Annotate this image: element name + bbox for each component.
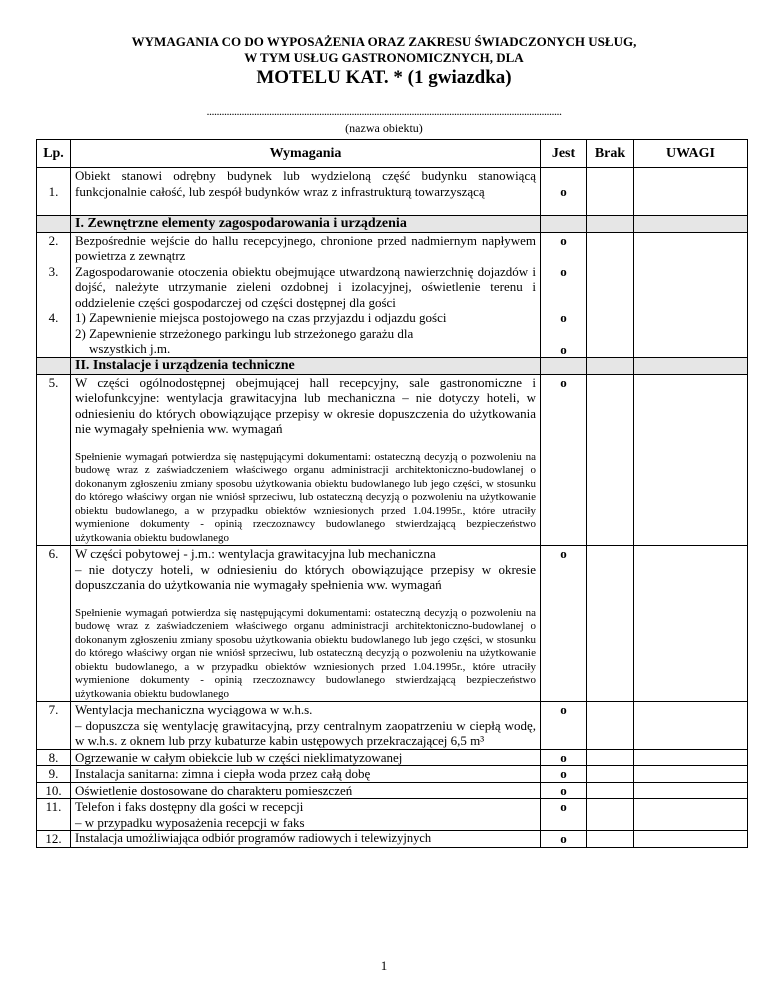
table-row: [37, 799, 748, 831]
row-number: 8.: [37, 749, 71, 766]
row-number: 2.: [37, 232, 71, 264]
row-number: 4.: [37, 310, 71, 358]
brak-cell[interactable]: [587, 168, 634, 216]
jest-mark[interactable]: o: [541, 168, 587, 216]
jest-mark[interactable]: o: [541, 702, 587, 750]
row-number: 9.: [37, 766, 71, 783]
jest-mark-2[interactable]: o: [560, 341, 567, 357]
jest-marks[interactable]: [541, 310, 587, 358]
uwagi-cell[interactable]: [634, 374, 748, 546]
table-header-row: [37, 140, 748, 168]
table-row: [37, 749, 748, 766]
uwagi-cell[interactable]: [634, 168, 748, 216]
uwagi-cell[interactable]: [634, 702, 748, 750]
jest-mark[interactable]: o: [541, 374, 587, 546]
brak-cell[interactable]: [587, 310, 634, 358]
object-name-label: (nazwa obiektu): [345, 121, 423, 135]
requirement-text: [71, 702, 541, 750]
brak-cell[interactable]: [587, 232, 634, 264]
uwagi-cell[interactable]: [634, 799, 748, 831]
uwagi-cell[interactable]: [634, 264, 748, 311]
uwagi-cell[interactable]: [634, 749, 748, 766]
uwagi-cell[interactable]: [634, 310, 748, 358]
brak-cell[interactable]: [587, 546, 634, 702]
jest-mark[interactable]: o: [541, 749, 587, 766]
requirement-main: Telefon i faks dostępny dla gości w recepcji: [75, 799, 304, 814]
col-header-uwagi: UWAGI: [634, 140, 748, 168]
jest-mark[interactable]: o: [541, 782, 587, 799]
jest-mark[interactable]: o: [541, 831, 587, 848]
row-number: 5.: [37, 374, 71, 546]
requirement-text: Ogrzewanie w całym obiekcie lub w części nieklimatyzowanej: [71, 749, 541, 766]
brak-cell[interactable]: [587, 264, 634, 311]
row-number: 12.: [37, 831, 71, 848]
uwagi-cell[interactable]: [634, 766, 748, 783]
requirement-text: Bezpośrednie wejście do hallu recepcyjnego, chronione przed nadmiernym napływem powietrza z zewnątrz: [71, 232, 541, 264]
row-number: 10.: [37, 782, 71, 799]
requirement-text: [71, 546, 541, 702]
requirement-main: Wentylacja mechaniczna wyciągowa w w.h.s.: [75, 702, 313, 717]
brak-cell[interactable]: [587, 702, 634, 750]
uwagi-cell[interactable]: [634, 546, 748, 702]
section-title: II. Instalacje i urządzenia techniczne: [71, 358, 541, 375]
section-row: [37, 216, 748, 233]
brak-cell[interactable]: [587, 831, 634, 848]
row-number: 3.: [37, 264, 71, 311]
requirement-text: Instalacja umożliwiająca odbiór programów radiowych i telewizyjnych: [71, 831, 541, 848]
requirement-note: Spełnienie wymagań potwierdza się następującymi dokumentami: ostateczną decyzją o pozwoleniu na budowę wraz z zaświadczeniem właściwego organu administracji architektoniczno-budowlanej o dokonanym zgłoszeniu zmiany sposobu użytkowania obiektu budowlanego lub jego części, w stosunku do którego właściwy organ nie wniósł sprzeciwu, lub ostateczną decyzją o pozwoleniu na użytkowanie obiektu budowlanego, a w przypadku obiektów wzniesionych przed 1.04.1995r., które utraciły wymienione dokumenty - opinią rzeczoznawcy budowlanego stwierdzającą bezpieczeństwo użytkowania obiektu budowlanego: [75, 450, 536, 544]
requirement-text: Instalacja sanitarna: zimna i ciepła woda przez całą dobę: [71, 766, 541, 783]
jest-mark[interactable]: o: [541, 546, 587, 702]
dotted-line: ..............................................................................................................................................: [206, 104, 562, 118]
requirement-exception: – w przypadku wyposażenia recepcji w faks: [75, 814, 305, 830]
title-line-1: WYMAGANIA CO DO WYPOSAŻENIA ORAZ ZAKRESU ŚWIADCZONYCH USŁUG,: [131, 34, 637, 49]
jest-mark[interactable]: o: [541, 766, 587, 783]
option-2-text: 2) Zapewnienie strzeżonego parkingu lub strzeżonego garażu dla: [75, 325, 414, 341]
brak-cell[interactable]: [587, 766, 634, 783]
table-row: [37, 374, 748, 546]
table-row: [37, 782, 748, 799]
table-row: [37, 168, 748, 216]
table-row: [37, 831, 748, 848]
row-number: 6.: [37, 546, 71, 702]
jest-mark[interactable]: o: [541, 232, 587, 264]
requirement-text: [71, 374, 541, 546]
page-number: 1: [380, 958, 388, 973]
requirement-main: W części ogólnodostępnej obejmującej hall recepcyjny, sale gastronomiczne i wielofunkcyjne: wentylacja grawitacyjna lub mechaniczna – nie dotyczy hoteli, w odniesieniu do których obowiązujące przepisy w okresie dopuszczenia do użytkowania nie wymagały spełnienia ww. wymagań: [75, 374, 536, 436]
requirement-note: Spełnienie wymagań potwierdza się następującymi dokumentami: ostateczną decyzją o pozwoleniu na budowę wraz z zaświadczeniem właściwego organu administracji architektoniczno-budowlanej o dokonanym zgłoszeniu zmiany sposobu użytkowania obiektu budowlanego lub jego części, w stosunku do którego właściwy organ nie wniósł sprzeciwu, lub ostateczną decyzją o pozwoleniu na użytkowanie obiektu budowlanego, a w przypadku obiektów wzniesionych przed 1.04.1995r., które utraciły wymienione dokumenty - opinią rzeczoznawcy budowlanego stwierdzającą bezpieczeństwo użytkowania obiektu budowlanego: [75, 606, 536, 700]
requirement-text: Oświetlenie dostosowane do charakteru pomieszczeń: [71, 782, 541, 799]
col-header-brak: Brak: [587, 140, 634, 168]
uwagi-cell[interactable]: [634, 782, 748, 799]
row-number: 11.: [37, 799, 71, 831]
title-line-3: MOTELU KAT. * (1 gwiazdka): [256, 67, 512, 88]
brak-cell[interactable]: [587, 799, 634, 831]
requirement-exception: – nie dotyczy hoteli, w odniesieniu do których obowiązujące przepisy w okresie dopuszczania do użytkowania nie wymagały spełnienia ww. wymagań: [75, 561, 536, 592]
requirement-text: Zagospodarowanie otoczenia obiektu obejmujące utwardzoną nawierzchnię dojazdów i dojść, należyte utrzymanie zieleni ozdobnej i izolacyjnej, oświetlenie terenu i oddzielenie części gospodarczej od części dostępnej dla gości: [71, 264, 541, 311]
table-row: [37, 232, 748, 264]
requirement-main: W części pobytowej - j.m.: wentylacja grawitacyjna lub mechaniczna: [75, 546, 436, 561]
uwagi-cell[interactable]: [634, 232, 748, 264]
requirements-table: [36, 139, 748, 848]
col-header-lp: Lp.: [37, 140, 71, 168]
section-title: I. Zewnętrzne elementy zagospodarowania i urządzenia: [71, 216, 541, 233]
table-row: [37, 766, 748, 783]
uwagi-cell[interactable]: [634, 831, 748, 848]
title-line-2: W TYM USŁUG GASTRONOMICZNYCH, DLA: [244, 50, 524, 65]
requirement-exception: – dopuszcza się wentylację grawitacyjną, przy centralnym zaopatrzeniu w ciepłą wodę, w w.h.s. z oknem lub przy kubaturze kabin ustępowych przekraczającej 6,5 m³: [75, 717, 536, 748]
jest-mark[interactable]: o: [541, 799, 587, 831]
option-2-cont: wszystkich j.m.: [89, 341, 171, 356]
table-row: [37, 702, 748, 750]
brak-cell[interactable]: [587, 782, 634, 799]
requirement-text: [71, 310, 541, 358]
table-row: [37, 546, 748, 702]
section-row: [37, 358, 748, 375]
requirement-text: [71, 799, 541, 831]
row-number: 7.: [37, 702, 71, 750]
brak-cell[interactable]: [587, 374, 634, 546]
option-1-text: 1) Zapewnienie miejsca postojowego na czas przyjazdu i odjazdu gości: [75, 310, 447, 325]
requirement-text: Obiekt stanowi odrębny budynek lub wydzieloną część budynku stanowiącą funkcjonalnie całość, lub zespół budynków wraz z infrastrukturą towarzyszącą: [71, 168, 541, 216]
col-header-jest: Jest: [541, 140, 587, 168]
table-row: [37, 310, 748, 358]
jest-mark-1[interactable]: o: [560, 310, 567, 325]
row-number: 1.: [37, 168, 71, 216]
table-row: [37, 264, 748, 311]
col-header-requirements: Wymagania: [71, 140, 541, 168]
jest-mark[interactable]: o: [541, 264, 587, 311]
brak-cell[interactable]: [587, 749, 634, 766]
